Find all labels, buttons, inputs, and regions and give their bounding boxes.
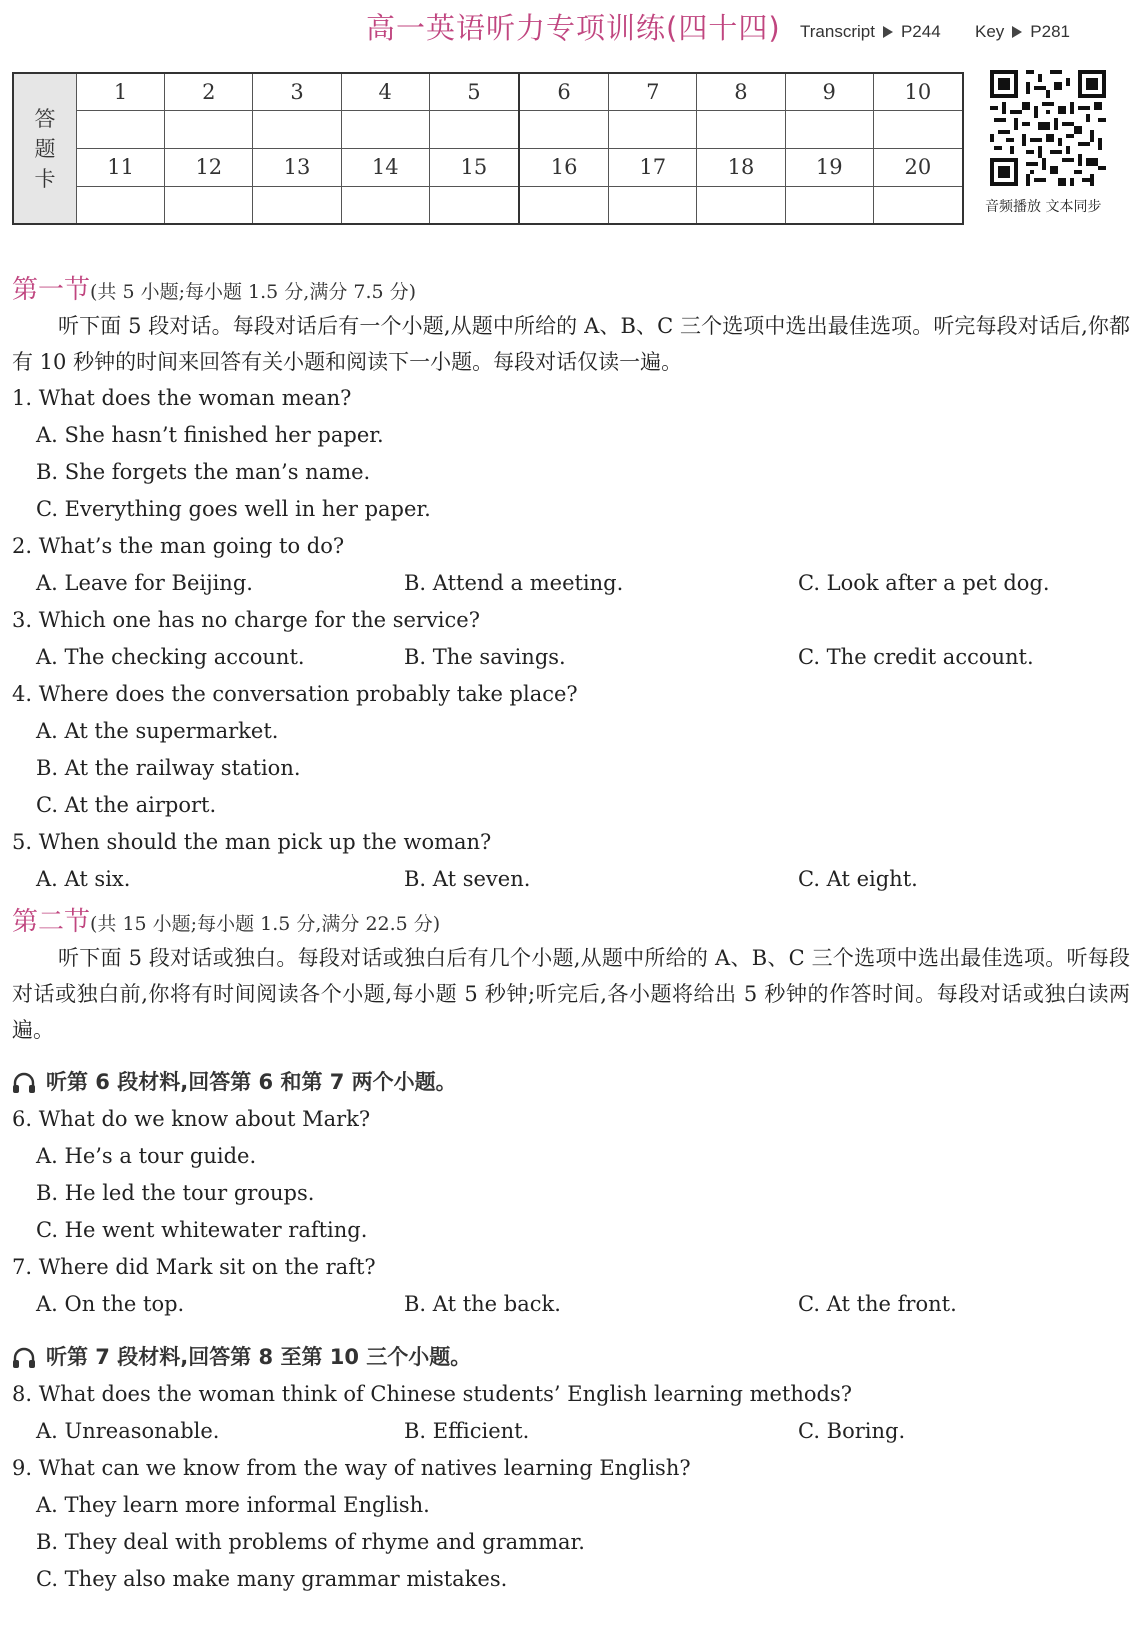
question-number: 9: [785, 73, 873, 111]
option-c[interactable]: C. The credit account.: [798, 645, 1034, 669]
option-b[interactable]: B. Attend a meeting.: [404, 571, 624, 595]
question-number: 18: [697, 149, 785, 187]
option-row: [12, 1413, 1130, 1450]
answer-cell[interactable]: [697, 111, 785, 149]
option-b[interactable]: B. At the back.: [404, 1292, 561, 1316]
question-stem: 4. Where does the conversation probably take place?: [12, 682, 578, 706]
answer-cell[interactable]: [519, 111, 609, 149]
option-a[interactable]: A. They learn more informal English.: [36, 1493, 430, 1517]
question-number: 3: [253, 73, 341, 111]
answer-cell[interactable]: [253, 186, 341, 224]
answer-cell[interactable]: [77, 186, 165, 224]
headphones-icon: [12, 1347, 36, 1369]
option-b[interactable]: B. He led the tour groups.: [36, 1181, 315, 1205]
option-c[interactable]: C. Everything goes well in her paper.: [36, 497, 431, 521]
question-number: 16: [519, 149, 609, 187]
question-number: 11: [77, 149, 165, 187]
question-stem: 2. What’s the man going to do?: [12, 534, 345, 558]
arrow-right-icon: [883, 26, 893, 38]
section2-header: [12, 904, 1130, 940]
section1-meta: (共 5 小题;每小题 1.5 分,满分 7.5 分): [90, 281, 417, 303]
section1-title: 第一节: [12, 275, 91, 305]
answer-cell[interactable]: [873, 186, 963, 224]
transcript-page: P244: [900, 22, 941, 41]
question-number: 17: [609, 149, 697, 187]
label-char: 卡: [34, 166, 56, 191]
option-c[interactable]: C. At the front.: [798, 1292, 957, 1316]
question-stem: 7. Where did Mark sit on the raft?: [12, 1255, 376, 1279]
answer-cell[interactable]: [429, 111, 519, 149]
option-c[interactable]: C. They also make many grammar mistakes.: [36, 1567, 508, 1591]
answer-cell[interactable]: [785, 111, 873, 149]
section2-title: 第二节: [12, 907, 91, 937]
question-number: 2: [165, 73, 253, 111]
option-a[interactable]: A. She hasn’t finished her paper.: [36, 423, 384, 447]
option-row: [12, 639, 1130, 676]
answer-cell[interactable]: [341, 111, 429, 149]
main-content: [12, 272, 1130, 1598]
option-c[interactable]: C. Boring.: [798, 1419, 906, 1443]
option-c[interactable]: C. At eight.: [798, 867, 918, 891]
option-a[interactable]: A. On the top.: [36, 1292, 185, 1316]
answer-cell[interactable]: [609, 186, 697, 224]
option-row: [12, 861, 1130, 898]
label-char: 题: [34, 136, 56, 161]
arrow-right-icon: [1012, 26, 1022, 38]
question-number: 5: [429, 73, 519, 111]
section2-meta: (共 15 小题;每小题 1.5 分,满分 22.5 分): [90, 913, 441, 935]
section1-header: [12, 272, 1130, 308]
question-number: 20: [873, 149, 963, 187]
question-number: 1: [77, 73, 165, 111]
answer-cell[interactable]: [341, 186, 429, 224]
option-row: [12, 565, 1130, 602]
question-number: 15: [429, 149, 519, 187]
answer-cell[interactable]: [609, 111, 697, 149]
key-reference: [975, 22, 1070, 42]
answer-cell[interactable]: [165, 111, 253, 149]
answer-card-table: [12, 72, 964, 225]
label-char: 答: [34, 106, 56, 131]
material-7-text: 听第 7 段材料,回答第 8 至第 10 三个小题。: [46, 1345, 472, 1369]
question-number: 10: [873, 73, 963, 111]
answer-cell[interactable]: [697, 186, 785, 224]
question-number: 14: [341, 149, 429, 187]
qr-code-icon[interactable]: [990, 70, 1106, 186]
qr-caption: 音频播放 文本同步: [985, 199, 1102, 215]
answer-cell[interactable]: [253, 111, 341, 149]
page-title: 高一英语听力专项训练(四十四): [366, 11, 781, 45]
question-stem: 3. Which one has no charge for the service?: [12, 608, 480, 632]
option-b[interactable]: B. At seven.: [404, 867, 531, 891]
material-6-text: 听第 6 段材料,回答第 6 和第 7 两个小题。: [46, 1070, 457, 1094]
option-row: [12, 1286, 1130, 1323]
option-a[interactable]: A. The checking account.: [36, 645, 305, 669]
section1-instructions: 听下面 5 段对话。每段对话后有一个小题,从题中所给的 A、B、C 三个选项中选出最佳选项。听完每段对话后,你都有 10 秒钟的时间来回答有关小题和阅读下一小题。每段对话仅读一遍。: [12, 314, 1130, 374]
section2-instructions: 听下面 5 段对话或独白。每段对话或独白后有几个小题,从题中所给的 A、B、C 三个选项中选出最佳选项。听每段对话或独白前,你将有时间阅读各个小题,每小题 5 秒钟;听完后,各小题将给出 5 秒钟的作答时间。每段对话或独白读两遍。: [12, 946, 1130, 1042]
question-number: 4: [341, 73, 429, 111]
answer-card-label: [13, 73, 77, 224]
answer-cell[interactable]: [165, 186, 253, 224]
question-stem: 5. When should the man pick up the woman?: [12, 830, 492, 854]
option-a[interactable]: A. Unreasonable.: [36, 1419, 220, 1443]
question-number: 8: [697, 73, 785, 111]
option-b[interactable]: B. She forgets the man’s name.: [36, 460, 371, 484]
headphones-icon: [12, 1072, 36, 1094]
key-page: P281: [1030, 22, 1070, 41]
option-b[interactable]: B. At the railway station.: [36, 756, 301, 780]
answer-cell[interactable]: [873, 111, 963, 149]
question-number: 13: [253, 149, 341, 187]
transcript-reference: [800, 22, 941, 42]
answer-cell[interactable]: [519, 186, 609, 224]
option-c[interactable]: C. Look after a pet dog.: [798, 571, 1050, 595]
question-stem: 6. What do we know about Mark?: [12, 1107, 371, 1131]
option-c[interactable]: C. At the airport.: [36, 793, 217, 817]
material-7-heading: [12, 1339, 1130, 1376]
key-label: Key: [975, 22, 1005, 41]
transcript-label: Transcript: [800, 22, 875, 41]
option-b[interactable]: B. The savings.: [404, 645, 566, 669]
question-number: 19: [785, 149, 873, 187]
option-a[interactable]: A. Leave for Beijing.: [36, 571, 253, 595]
question-stem: 1. What does the woman mean?: [12, 386, 352, 410]
option-a[interactable]: A. At six.: [36, 867, 131, 891]
answer-cell[interactable]: [77, 111, 165, 149]
option-a[interactable]: A. He’s a tour guide.: [36, 1144, 257, 1168]
answer-cell[interactable]: [429, 186, 519, 224]
option-a[interactable]: A. At the supermarket.: [36, 719, 279, 743]
material-6-heading: [12, 1064, 1130, 1101]
question-number: 7: [609, 73, 697, 111]
option-b[interactable]: B. Efficient.: [404, 1419, 530, 1443]
question-stem: 9. What can we know from the way of natives learning English?: [12, 1456, 691, 1480]
option-c[interactable]: C. He went whitewater rafting.: [36, 1218, 368, 1242]
question-stem: 8. What does the woman think of Chinese students’ English learning methods?: [12, 1382, 852, 1406]
question-number: 12: [165, 149, 253, 187]
option-b[interactable]: B. They deal with problems of rhyme and grammar.: [36, 1530, 585, 1554]
answer-cell[interactable]: [785, 186, 873, 224]
question-number: 6: [519, 73, 609, 111]
